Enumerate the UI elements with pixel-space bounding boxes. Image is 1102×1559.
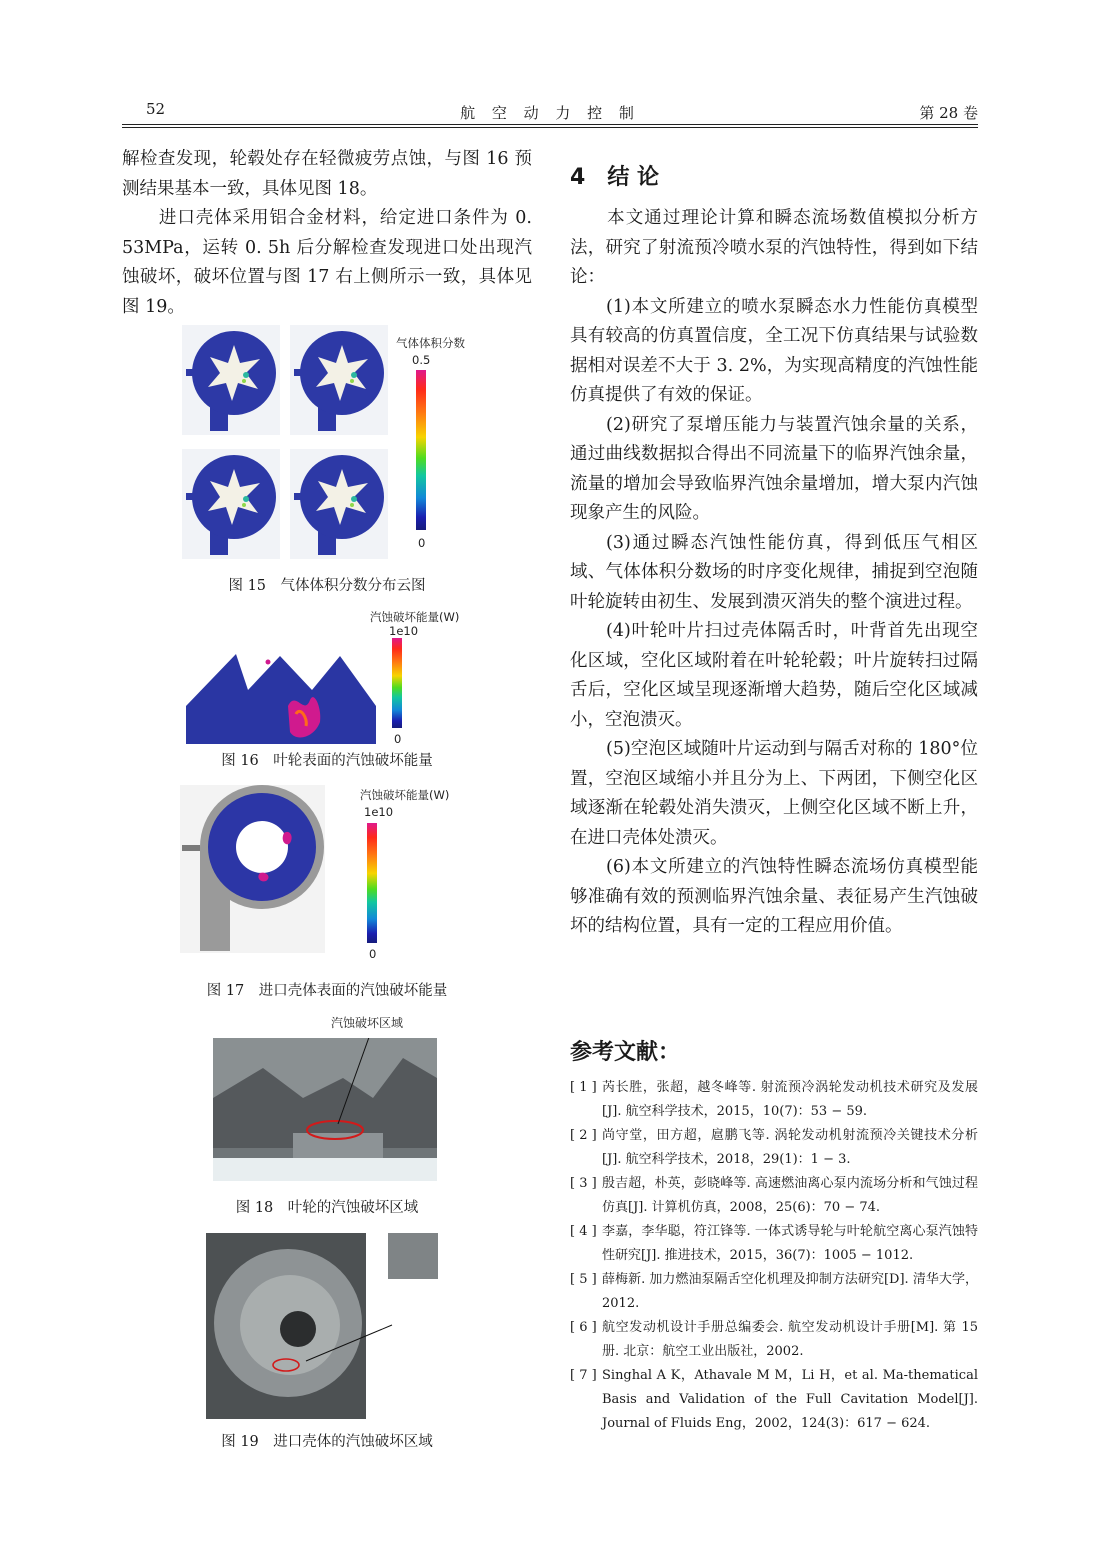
fig18-annotation: 汽蚀破坏区域 — [331, 1016, 404, 1030]
fig15-scale-min: 0 — [418, 536, 426, 550]
fig15-color-scale — [416, 370, 426, 530]
fig15-legend-title: 气体体积分数 — [396, 336, 465, 350]
reference-text: 航空发动机设计手册总编委会. 航空发动机设计手册[M]. 第 15 册. 北京：航空工业出版社，2002. — [602, 1320, 978, 1359]
conclusion-intro — [570, 204, 978, 293]
paragraph — [122, 204, 532, 322]
conclusion-item — [570, 529, 978, 618]
fig16-scale-max: 1e10 — [389, 624, 419, 638]
reference-item — [570, 1124, 978, 1172]
journal-title: 航 空 动 力 控 制 — [460, 104, 640, 122]
paragraph-text: (4)叶轮叶片扫过壳体隔舌时，叶背首先出现空化区域，空化区域附着在叶轮轮毂；叶片旋转扫过隔舌后，空化区域呈现逐渐增大趋势，随后空化区域减小，空泡溃灭。 — [570, 621, 978, 730]
reference-text: Singhal A K，Athavale M M，Li H，et al. Ma-thematical Basis and Validation of the Full Cavitation Model[J]. Journal of Fluids Eng，2002，124(3)：617 − 624. — [602, 1368, 978, 1431]
section-number: 4 — [570, 165, 586, 190]
reference-item — [570, 1076, 978, 1124]
reference-item — [570, 1316, 978, 1364]
fig16-color-scale — [392, 638, 402, 728]
reference-text: 尚守堂，田方超，扈鹏飞等. 涡轮发动机射流预冷关键技术分析[J]. 航空科学技术，2018，29(1)：1 − 3. — [602, 1128, 978, 1167]
references-heading: 参考文献： — [570, 1040, 681, 1065]
fig17-color-scale — [367, 823, 377, 943]
paragraph-text: (6)本文所建立的汽蚀特性瞬态流场仿真模型能够准确有效的预测临界汽蚀余量、表征易产生汽蚀破坏的结构位置，具有一定的工程应用价值。 — [570, 857, 978, 936]
section-heading-conclusion — [570, 160, 659, 191]
section-title: 结 论 — [607, 165, 659, 190]
references-list — [570, 1076, 978, 1436]
reference-text: 薛梅新. 加力燃油泵隔舌空化机理及抑制方法研究[D]. 清华大学，2012. — [602, 1272, 978, 1311]
conclusion-item — [570, 735, 978, 853]
reference-item — [570, 1268, 978, 1316]
reference-number: [ 2 ] — [570, 1128, 597, 1143]
fig17-housing-surface — [180, 785, 325, 953]
fig17-legend-title: 汽蚀破坏能量(W) — [360, 788, 450, 802]
figure-16 — [184, 608, 494, 748]
figure-17 — [180, 785, 480, 961]
fig16-legend-title: 汽蚀破坏能量(W) — [370, 610, 460, 624]
paragraph: 解检查发现，轮毂处存在轻微疲劳点蚀，与图 16 预测结果基本一致，具体见图 18。 — [122, 149, 532, 199]
figure-15-caption: 图 15 气体体积分数分布云图 — [228, 578, 426, 594]
fig17-scale-max: 1e10 — [364, 805, 394, 819]
reference-number: [ 7 ] — [570, 1368, 597, 1383]
reference-text: 李嘉，李华聪，符江锋等. 一体式诱导轮与叶轮航空离心泵汽蚀特性研究[J]. 推进技术，2015，36(7)：1005 − 1012. — [602, 1224, 978, 1263]
paragraph-text: (1)本文所建立的喷水泵瞬态水力性能仿真模型具有较高的仿真置信度，全工况下仿真结果与试验数据相对误差不大于 3. 2%，为实现高精度的汽蚀性能仿真提供了有效的保证。 — [570, 296, 978, 405]
figure-19-caption: 图 19 进口壳体的汽蚀破坏区域 — [221, 1434, 433, 1450]
paragraph-text: (3)通过瞬态汽蚀性能仿真，得到低压气相区域、气体体积分数场的时序变化规律，捕捉到空泡随叶轮旋转由初生、发展到溃灭消失的整个演进过程。 — [570, 532, 978, 612]
page-number: 52 — [146, 100, 166, 118]
reference-number: [ 4 ] — [570, 1224, 597, 1239]
reference-item — [570, 1364, 978, 1436]
conclusion-item — [570, 617, 978, 735]
left-column-text — [122, 145, 532, 322]
paragraph-text: (2)研究了泵增压能力与装置汽蚀余量的关系，通过曲线数据拟合得出不同流量下的临界汽蚀余量，流量的增加会导致临界汽蚀余量增加，增大泵内汽蚀现象产生的风险。 — [570, 414, 978, 523]
conclusion-body — [570, 204, 978, 942]
reference-number: [ 1 ] — [570, 1080, 597, 1095]
figure-15 — [176, 323, 476, 563]
header-rule-bottom — [122, 127, 978, 128]
conclusion-item — [570, 293, 978, 411]
fig16-impeller-surface — [184, 648, 384, 758]
reference-text: 殷吉超，朴英，彭晓峰等. 高速燃油离心泵内流场分析和气蚀过程仿真[J]. 计算机仿真，2008，25(6)：70 − 74. — [602, 1176, 978, 1215]
reference-number: [ 5 ] — [570, 1272, 597, 1287]
reference-item — [570, 1172, 978, 1220]
figure-16-caption: 图 16 叶轮表面的汽蚀破坏能量 — [221, 753, 433, 769]
figure-18-photo — [213, 1038, 437, 1181]
conclusion-item — [570, 411, 978, 529]
conclusion-item — [570, 853, 978, 942]
fig16-scale-min: 0 — [394, 732, 402, 746]
reference-text: 芮长胜，张超，越冬峰等. 射流预冷涡轮发动机技术研究及发展[J]. 航空科学技术，2015，10(7)：53 − 59. — [602, 1080, 978, 1119]
paragraph-text: 进口壳体采用铝合金材料，给定进口条件为 0. 53MPa，运转 0. 5h 后分解检查发现进口处出现汽蚀破坏，破坏位置与图 17 右上侧所示一致，具体见图 19。 — [122, 208, 532, 317]
reference-number: [ 6 ] — [570, 1320, 597, 1335]
figure-17-caption: 图 17 进口壳体表面的汽蚀破坏能量 — [206, 983, 448, 999]
paragraph-text: 本文通过理论计算和瞬态流场数值模拟分析方法，研究了射流预冷喷水泵的汽蚀特性，得到如下结论： — [570, 208, 978, 287]
fig15-scale-max: 0.5 — [412, 353, 431, 367]
reference-number: [ 3 ] — [570, 1176, 597, 1191]
header-rule-top — [122, 124, 978, 125]
fig17-scale-min: 0 — [369, 947, 377, 961]
volume-label: 第 28 卷 — [919, 104, 978, 122]
figure-18-caption: 图 18 叶轮的汽蚀破坏区域 — [235, 1200, 419, 1216]
figure-19-photo — [206, 1233, 438, 1419]
paragraph-text: (5)空泡区域随叶片运动到与隔舌对称的 180°位置，空泡区域缩小并且分为上、下两团，下侧空化区域逐渐在轮毂处消失溃灭，上侧空化区域不断上升，在进口壳体处溃灭。 — [570, 739, 978, 848]
fig15-contour-panels — [176, 323, 396, 563]
reference-item — [570, 1220, 978, 1268]
